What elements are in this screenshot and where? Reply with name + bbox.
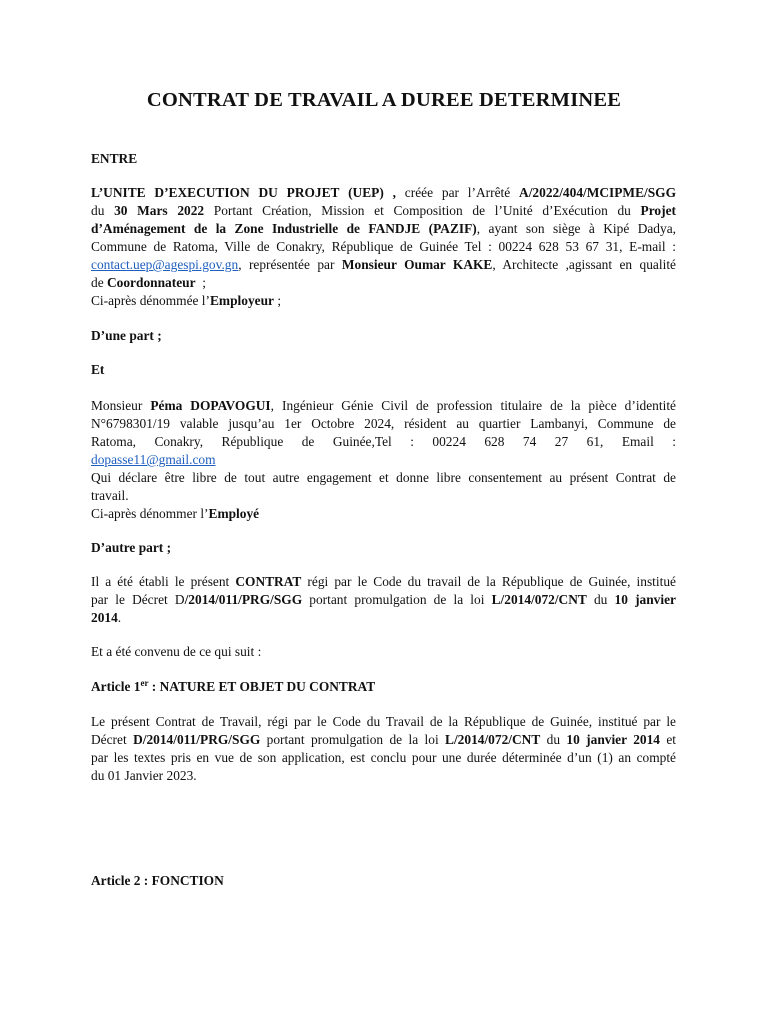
employee-paragraph [91, 397, 676, 523]
article-2-heading: Article 2 : FONCTION [91, 873, 224, 888]
article-1-line-3: par les textes pris en vue de son application, est conclu pour une durée déterminée d’un (1) an compté [91, 750, 676, 765]
convenu-line: Et a été convenu de ce qui suit : [91, 644, 262, 659]
article-1-body [91, 713, 676, 785]
employer-line-7: Ci-après dénommée l’Employeur ; [91, 293, 282, 308]
employee-line-3: Ratoma, Conakry, République de Guinée,Tel : 00224 628 74 27 61, Email : [91, 434, 676, 449]
employee-line-2: N°6798301/19 valable jusqu’au 1er Octobre 2024, résident au quartier Lambanyi, Commune de [91, 416, 676, 431]
employee-line-5: Qui déclare être libre de tout autre engagement et donne libre consentement au présent Contrat de [91, 470, 676, 485]
preamble-paragraph [91, 573, 676, 627]
employer-email-link[interactable]: contact.uep@agespi.gov.gn [91, 257, 239, 272]
article-1-line-4: du 01 Janvier 2023. [91, 768, 197, 783]
employee-line-1: Monsieur Péma DOPAVOGUI, Ingénieur Génie Civil de profession titulaire de la pièce d’identité [91, 398, 676, 413]
employer-line-5: contact.uep@agespi.gov.gn, représentée par Monsieur Oumar KAKE, Architecte ,agissant en qualité [91, 257, 676, 272]
employee-line-7: Ci-après dénommer l’Employé [91, 506, 260, 521]
et-heading: Et [91, 362, 105, 377]
employee-email-link[interactable]: dopasse11@gmail.com [91, 452, 216, 467]
document-title: CONTRAT DE TRAVAIL A DUREE DETERMINEE [146, 89, 622, 111]
employer-paragraph [91, 184, 676, 310]
article-1-heading: Article 1er : NATURE ET OBJET DU CONTRAT [91, 678, 376, 694]
employer-line-4: Commune de Ratoma, Ville de Conakry, République de Guinée Tel : 00224 628 53 67 31, E-mail : [91, 239, 676, 254]
employer-line-2: du 30 Mars 2022 Portant Création, Mission et Composition de l’Unité d’Exécution du Projet [91, 203, 676, 218]
preamble-line-3: 2014. [91, 610, 122, 625]
dautre-part: D’autre part ; [91, 540, 172, 555]
preamble-line-1: Il a été établi le présent CONTRAT régi par le Code du travail de la République de Guinée, institué [91, 574, 676, 589]
employee-line-6: travail. [91, 488, 129, 503]
article-1-line-2: Décret D/2014/011/PRG/SGG portant promulgation de la loi L/2014/072/CNT du 10 janvier 2014 et [91, 732, 677, 747]
employee-line-4 [91, 451, 676, 469]
employer-line-1: L’UNITE D’EXECUTION DU PROJET (UEP) , créée par l’Arrêté A/2022/404/MCIPME/SGG [91, 185, 676, 200]
dune-part: D’une part ; [91, 328, 162, 343]
article-1-line-1: Le présent Contrat de Travail, régi par le Code du Travail de la République de Guinée, institué par le [91, 714, 676, 729]
preamble-line-2: par le Décret D/2014/011/PRG/SGG portant promulgation de la loi L/2014/072/CNT du 10 janvier [91, 592, 676, 607]
employer-line-3: d’Aménagement de la Zone Industrielle de FANDJE (PAZIF), ayant son siège à Kipé Dadya, [91, 221, 676, 236]
employer-line-6: de Coordonnateur ; [91, 275, 206, 290]
entre-heading: ENTRE [91, 151, 138, 166]
